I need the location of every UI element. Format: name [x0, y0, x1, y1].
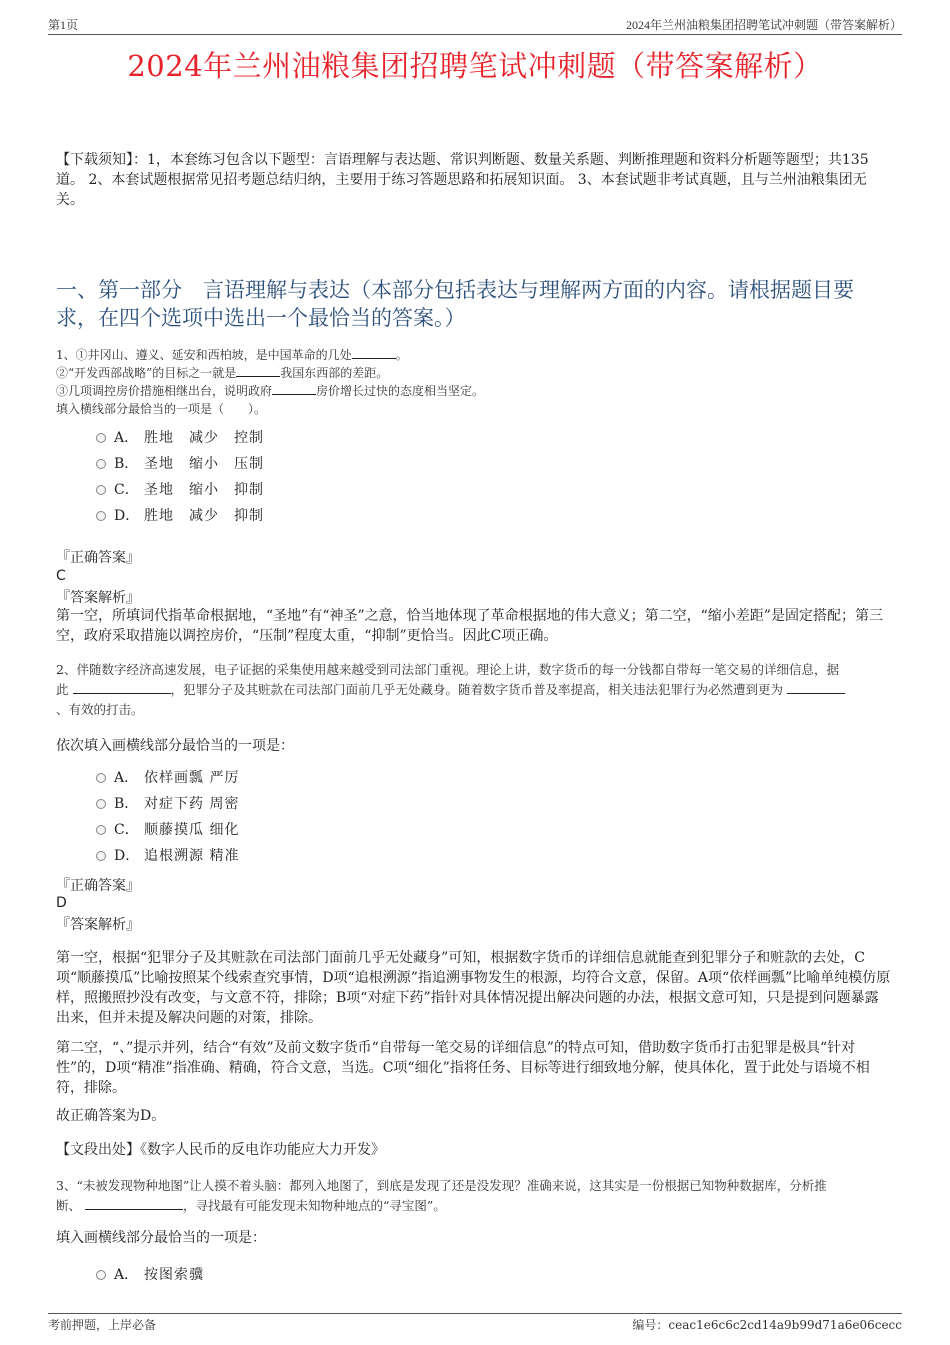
q2-option-b[interactable]: B． 对症下药 周密 [96, 794, 239, 814]
q1-analysis-label: 『答案解析』 [56, 590, 140, 606]
q1-analysis: 第一空，所填词代指革命根据地，“圣地”有“神圣”之意，恰当地体现了革命根据地的伟大意义；第二空，“缩小差距”是固定搭配；第三空，政府采取措施以调控房价，“压制”程度太重，“抑制”更恰当。因此C项正确。 [56, 608, 883, 644]
q3-prompt: 填入画横线部分最恰当的一项是： [56, 1230, 266, 1246]
radio-icon[interactable] [96, 825, 106, 835]
q2-analysis-p1: 第一空，根据“犯罪分子及其赃款在司法部门面前几乎无处藏身”可知，根据数字货币的详细信息就能查到犯罪分子和赃款的去处，C项“顺藤摸瓜”比喻按照某个线索查究事情，D项“追根溯源”指追溯事物发生的根源，均符合文意，保留。A项“依样画瓢”比喻单纯模仿原样，照搬照抄没有改变，与文意不符，排除；B项“对症下药”指针对具体情况提出解决问题的办法，根据文意可知，只是提到问题暴露出来，但并未提及解决问题的对策，排除。 [56, 950, 891, 1026]
radio-icon[interactable] [96, 773, 106, 783]
section-heading: 一、第一部分 言语理解与表达（本部分包括表达与理解两方面的内容。请根据题目要求，在四个选项中选出一个最恰当的答案。） [56, 278, 854, 330]
q2-analysis-p2: 第二空，“、”提示并列，结合“有效”及前文数字货币“自带每一笔交易的详细信息”的特点可知，借助数字货币打击犯罪是极具“针对性”的，D项“精准”指准确、精确，符合文意，当选。C项“细化”指将任务、目标等进行细致地分解，使具体化，置于此处与语境不相符，排除。 [56, 1040, 870, 1096]
q2-answer: D [56, 895, 67, 911]
download-notice: 【下载须知】：1，本套练习包含以下题型：言语理解与表达题、常识判断题、数量关系题、判断推理题和资料分析题等题型；共135道。 2、本套试题根据常见招考题总结归纳，主要用于练习答题思路和拓展知识面。 3、本套试题非考试真题，且与兰州油粮集团无关。 [56, 152, 869, 208]
header-doc-title: 2024年兰州油粮集团招聘笔试冲刺题（带答案解析） [625, 18, 902, 32]
question-3: 3、“未被发现物种地图”让人摸不着头脑：都列入地图了，到底是发现了还是没发现？准确来说，这其实是一份根据已知物种数据库，分析推 断、 ，寻找最有可能发现未知物种地点的“寻宝图”。 [56, 1176, 892, 1216]
radio-icon[interactable] [96, 433, 106, 443]
q2-answer-label: 『正确答案』 [56, 878, 140, 894]
radio-icon[interactable] [96, 799, 106, 809]
q2-prompt: 依次填入画横线部分最恰当的一项是： [56, 738, 294, 754]
blank [85, 1209, 183, 1210]
q1-option-a[interactable]: A． 胜地 减少 控制 [96, 428, 264, 448]
blank [787, 693, 845, 694]
q2-source: 【文段出处】《数字人民币的反电诈功能应大力开发》 [56, 1142, 385, 1158]
page-footer [48, 1313, 902, 1332]
radio-icon[interactable] [96, 485, 106, 495]
radio-icon[interactable] [96, 851, 106, 861]
radio-icon[interactable] [96, 511, 106, 521]
q1-answer: C [56, 568, 66, 584]
blank [352, 358, 396, 359]
q2-option-c[interactable]: C． 顺藤摸瓜 细化 [96, 820, 239, 840]
q1-option-c[interactable]: C． 圣地 缩小 抑制 [96, 480, 264, 500]
q1-line3: ③几项调控房价措施相继出台，说明政府 [56, 384, 273, 398]
footer-slogan: 考前押题，上岸必备 [48, 1318, 157, 1332]
footer-doc-id: 编号：ceac1e6c6c2cd14a9b99d71a6e06cecc [632, 1318, 902, 1332]
radio-icon[interactable] [96, 1270, 106, 1280]
q2-option-a[interactable]: A． 依样画瓢 严厉 [96, 768, 239, 788]
q1-option-b[interactable]: B． 圣地 缩小 压制 [96, 454, 264, 474]
q2-line1: 2、伴随数字经济高速发展，电子证据的采集使用越来越受到司法部门重视。理论上讲，数字货币的每一分钱都自带每一笔交易的详细信息，据 [56, 662, 839, 677]
page-header [48, 14, 902, 35]
q1-prompt: 填入横线部分最恰当的一项是（ ）。 [56, 402, 267, 416]
question-2: 2、伴随数字经济高速发展，电子证据的采集使用越来越受到司法部门重视。理论上讲，数字货币的每一分钱都自带每一笔交易的详细信息，据 此 ，犯罪分子及其赃款在司法部门面前几乎无处藏身。随着数字货币普及率提高，相关违法犯罪行为必然遭到更为 、有效的打击。 [56, 660, 892, 720]
q1-answer-label: 『正确答案』 [56, 550, 140, 566]
blank [272, 394, 316, 395]
q2-conclusion: 故正确答案为D。 [56, 1108, 166, 1124]
radio-icon[interactable] [96, 459, 106, 469]
q1-option-d[interactable]: D． 胜地 减少 抑制 [96, 506, 264, 526]
q2-option-d[interactable]: D． 追根溯源 精准 [96, 846, 239, 866]
document-title: 2024年兰州油粮集团招聘笔试冲刺题（带答案解析） [127, 49, 823, 83]
q1-line1: 1、①井冈山、遵义、延安和西柏坡，是中国革命的几处 [56, 348, 352, 362]
q2-analysis-label: 『答案解析』 [56, 917, 140, 933]
q1-line2: ②“开发西部战略”的目标之一就是 [56, 366, 237, 380]
blank [236, 376, 280, 377]
question-1: 1、①井冈山、遵义、延安和西柏坡，是中国革命的几处 。 ②“开发西部战略”的目标之一就是 我国东西部的差距。 ③几项调控房价措施相继出台，说明政府 房价增长过快的态度相当坚定。 填入横线部分最恰当的一项是（ ）。 [56, 346, 892, 418]
q3-option-a[interactable]: A． 按图索骥 [96, 1265, 204, 1285]
q3-line1: 3、“未被发现物种地图”让人摸不着头脑：都列入地图了，到底是发现了还是没发现？准确来说，这其实是一份根据已知物种数据库，分析推 [56, 1178, 827, 1193]
blank [73, 693, 171, 694]
page-number: 第1页 [48, 18, 79, 32]
